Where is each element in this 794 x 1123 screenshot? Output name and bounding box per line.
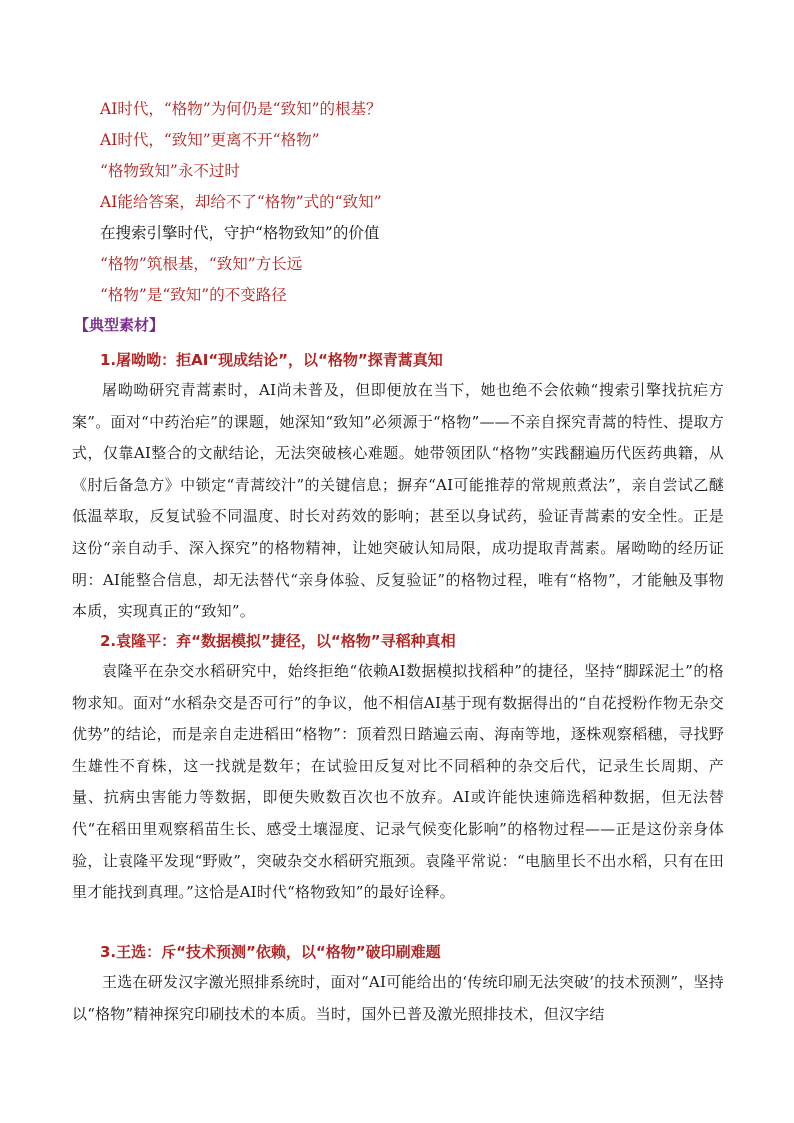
title-list [100,94,720,311]
material-body: 王选在研发汉字激光照排系统时，面对“AI可能给出的‘传统印刷无法突破’的技术预测”，坚持以“格物”精神探究印刷技术的本质。当时，国外已普及激光照排技术，但汉字结 [72,973,724,1023]
title-line: “格物致知”永不过时 [100,162,240,180]
title-line: AI时代，“格物”为何仍是“致知”的根基？ [100,100,382,118]
material-block [72,345,724,628]
material-heading: 2.袁隆平：弃“数据模拟”捷径，以“格物”寻稻种真相 [100,632,456,650]
title-line: AI能给答案，却给不了“格物”式的“致知” [100,193,382,211]
material-heading: 3.王选：斥“技术预测”依赖，以“格物”破印刷难题 [100,943,441,961]
title-line: “格物”筑根基，“致知”方长远 [100,255,303,273]
title-line: 在搜索引擎时代，守护“格物致知”的价值 [100,224,380,242]
title-line: “格物”是“致知”的不变路径 [100,286,287,304]
material-block [72,626,724,909]
title-line: AI时代，“致知”更离不开“格物” [100,131,320,149]
material-block [72,937,724,1030]
material-heading: 1.屠呦呦：拒AI“现成结论”，以“格物”探青蒿真知 [100,351,443,369]
material-body: 袁隆平在杂交水稻研究中，始终拒绝“依赖AI数据模拟找稻种”的捷径，坚持“脚踩泥土”的格物求知。面对“水稻杂交是否可行”的争议，他不相信AI基于现有数据得出的“自花授粉作物无杂交优势”的结论，而是亲自走进稻田“格物”：顶着烈日踏遍云南、海南等地，逐株观察稻穗，寻找野生雄性不育株，这一找就是数年；在试验田反复对比不同稻种的杂交后代，记录生长周期、产量、抗病虫害能力等数据，即便失败数百次也不放弃。AI或许能快速筛选稻种数据，但无法替代“在稻田里观察稻苗生长、感受土壤湿度、记录气候变化影响”的格物过程——正是这份亲身体验，让袁隆平发现“野败”，突破杂交水稻研究瓶颈。袁隆平常说：“电脑里长不出水稻，只有在田里才能找到真理。”这恰是AI时代“格物致知”的最好诠释。 [72,662,724,902]
section-label: 【典型素材】 [74,316,165,334]
material-body: 屠呦呦研究青蒿素时，AI尚未普及，但即便放在当下，她也绝不会依赖“搜索引擎找抗疟方案”。面对“中药治疟”的课题，她深知“致知”必须源于“格物”——不亲自探究青蒿的特性、提取方式，仅靠AI整合的文献结论，无法突破核心难题。她带领团队“格物”实践翻遍历代医药典籍，从《肘后备急方》中锁定“青蒿绞汁”的关键信息；摒弃“AI可能推荐的常规煎煮法”，亲自尝试乙醚低温萃取，反复试验不同温度、时长对药效的影响；甚至以身试药，验证青蒿素的安全性。正是这份“亲自动手、深入探究”的格物精神，让她突破认知局限，成功提取青蒿素。屠呦呦的经历证明：AI能整合信息，却无法替代“亲身体验、反复验证”的格物过程，唯有“格物”，才能触及事物本质，实现真正的“致知”。 [72,381,724,621]
